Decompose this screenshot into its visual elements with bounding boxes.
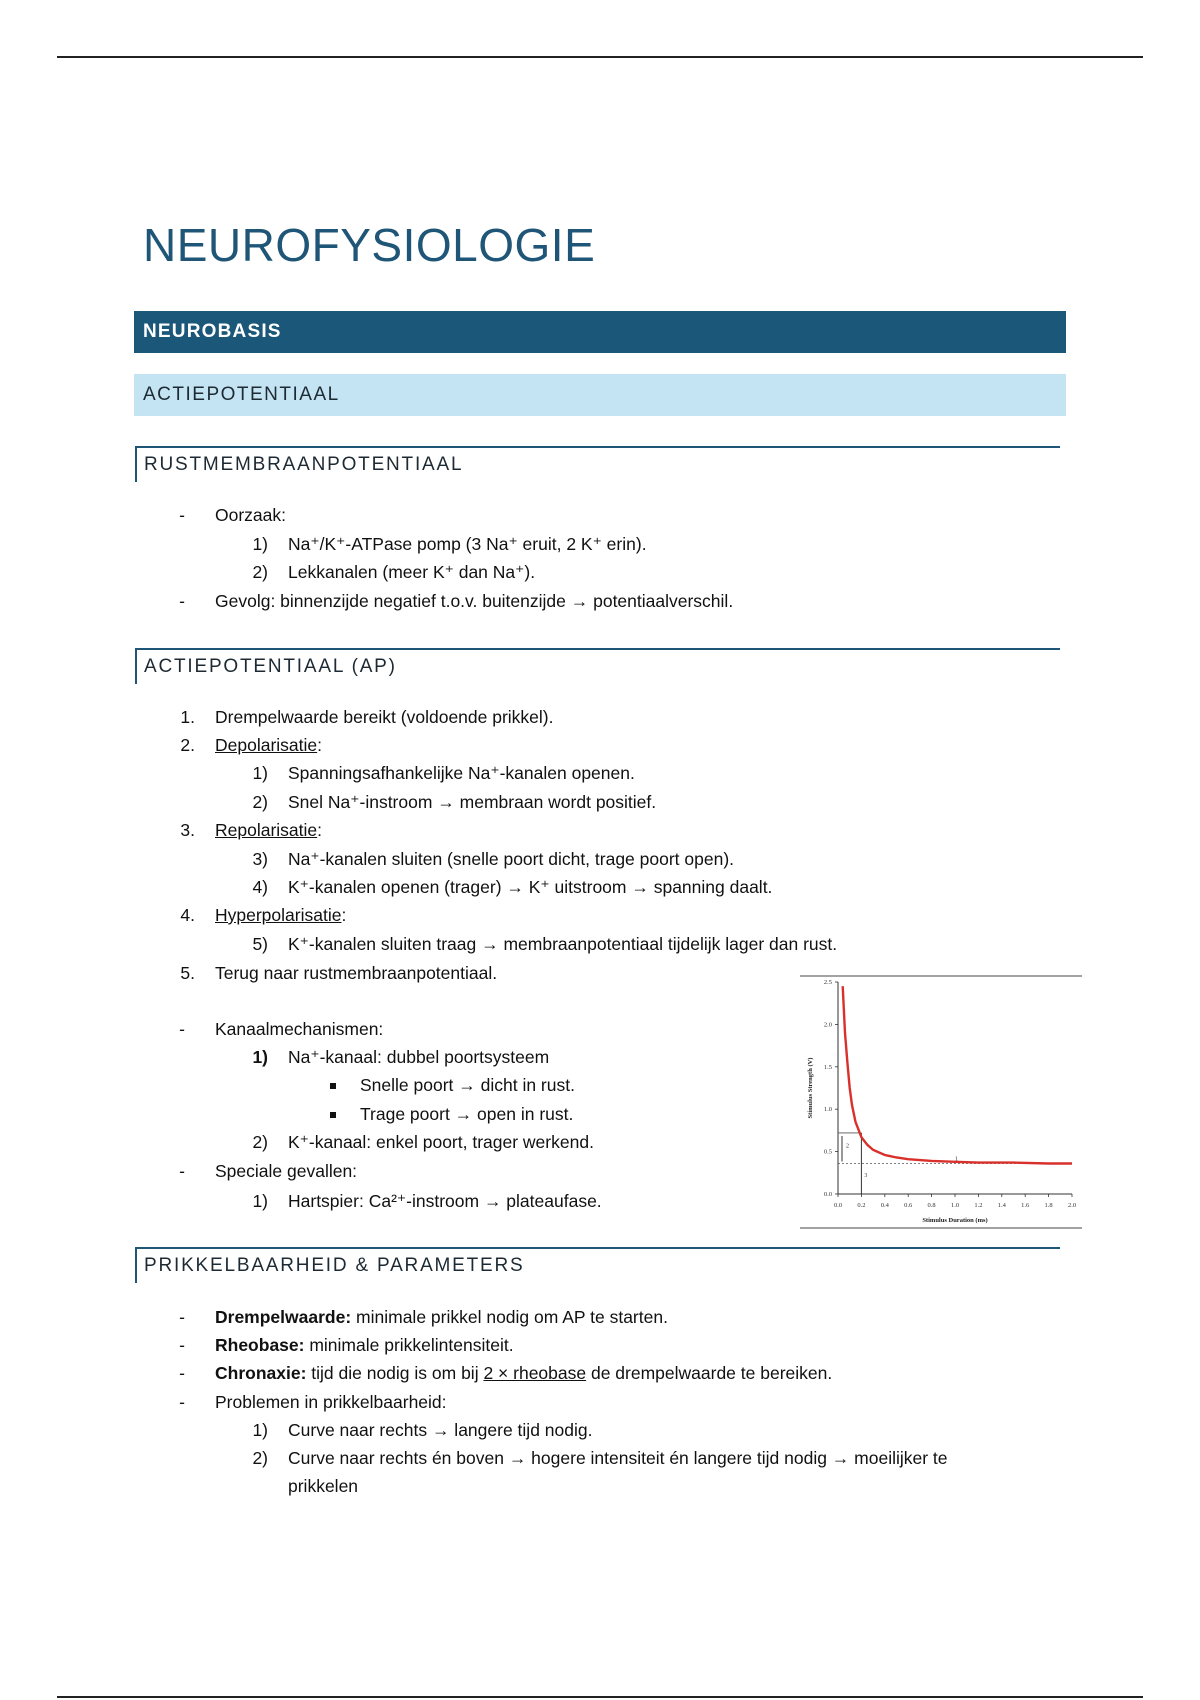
term-hyperpolarisatie: Hyperpolarisatie <box>215 905 342 925</box>
term-na-kanaal: Na⁺-kanaal <box>288 1047 378 1067</box>
list-marker: 1) <box>252 1420 268 1440</box>
chart-series-line <box>843 986 1072 1163</box>
definition: minimale prikkel nodig om AP te starten. <box>351 1307 668 1327</box>
list-text <box>215 819 322 841</box>
definition: tijd die nodig is om bij <box>306 1363 484 1383</box>
list-marker: - <box>179 1363 185 1383</box>
list-marker: 1. <box>180 707 195 727</box>
colon: : <box>317 820 323 840</box>
bottom-rule <box>57 1696 1143 1698</box>
chart-x-tick-label: 1.0 <box>950 1202 960 1209</box>
list-text: Gevolg: binnenzijde negatief t.o.v. buitenzijde → potentiaalverschil. <box>215 591 734 611</box>
list-marker: 1) <box>252 534 268 554</box>
heading-rustmembraanpotentiaal: RUSTMEMBRAANPOTENTIAAL <box>135 446 1060 482</box>
colon: : <box>341 905 347 925</box>
list-text: Trage poort → open in rust. <box>360 1104 574 1124</box>
heading-actiepotentiaal-ap: ACTIEPOTENTIAAL (AP) <box>135 648 1060 684</box>
list-marker: 5) <box>252 934 268 954</box>
chart-annotation: 1 <box>955 1156 958 1163</box>
list-text: Oorzaak: <box>215 505 286 525</box>
underlined-term: 2 × rheobase <box>483 1363 587 1383</box>
chart-y-tick-label: 2.0 <box>823 1021 832 1029</box>
list-text <box>215 734 322 756</box>
list-text: Curve naar rechts → langere tijd nodig. <box>288 1420 593 1440</box>
section-band-neurobasis: NEUROBASIS <box>134 311 1066 353</box>
colon: : <box>317 735 323 755</box>
list-text: Snelle poort → dicht in rust. <box>360 1075 575 1095</box>
chart-x-tick-label: 0.8 <box>927 1202 936 1209</box>
chart-x-tick-label: 0.6 <box>904 1202 913 1209</box>
list-marker: - <box>179 1307 185 1327</box>
list-text: Curve naar rechts én boven → hogere intensiteit én langere tijd nodig → moeilijker te <box>288 1448 948 1468</box>
chart-y-tick-label: 1.0 <box>823 1106 832 1114</box>
bullet-square-icon <box>306 1074 336 1096</box>
list-text <box>215 1334 514 1356</box>
chart-x-tick-label: 0.2 <box>857 1202 866 1209</box>
heading-prikkelbaarheid: PRIKKELBAARHEID & PARAMETERS <box>135 1247 1060 1283</box>
term-rest: : dubbel poortsysteem <box>377 1047 550 1067</box>
list-text: Drempelwaarde bereikt (voldoende prikkel). <box>215 707 554 727</box>
chart-y-tick-label: 0.5 <box>823 1148 832 1156</box>
list-text <box>215 1362 832 1384</box>
section-band-actiepotentiaal: ACTIEPOTENTIAAL <box>134 374 1066 416</box>
bullet-square-icon <box>306 1103 336 1125</box>
chart-x-tick-label: 1.8 <box>1044 1202 1053 1209</box>
list-marker: 1) <box>252 1047 268 1067</box>
list-text <box>215 904 346 926</box>
list-marker: 2) <box>252 1448 268 1468</box>
list-text: Lekkanalen (meer K⁺ dan Na⁺). <box>288 562 536 582</box>
list-marker: - <box>179 1392 185 1412</box>
list-text: K⁺-kanalen sluiten traag → membraanpotentiaal tijdelijk lager dan rust. <box>288 934 838 954</box>
chart-x-tick-label: 0.4 <box>880 1202 889 1209</box>
list-text: Terug naar rustmembraanpotentiaal. <box>215 963 498 983</box>
list-marker: 3. <box>180 820 195 840</box>
list-text: Kanaalmechanismen: <box>215 1019 384 1039</box>
list-text: prikkelen <box>288 1476 359 1496</box>
chart-annotation: 3 <box>864 1173 868 1180</box>
list-marker: 2. <box>180 735 195 755</box>
term-repolarisatie: Repolarisatie <box>215 820 318 840</box>
list-marker: 2) <box>252 562 268 582</box>
chart-y-tick-label: 1.5 <box>823 1063 832 1071</box>
list-marker: 2) <box>252 1132 268 1152</box>
list-text: Spanningsafhankelijke Na⁺-kanalen openen. <box>288 763 635 783</box>
term-depolarisatie: Depolarisatie <box>215 735 318 755</box>
chart-y-tick-label: 2.5 <box>823 979 832 986</box>
list-marker: 4. <box>180 905 195 925</box>
chart-x-tick-label: 0.0 <box>833 1202 843 1209</box>
list-marker: - <box>179 1019 185 1039</box>
term-drempelwaarde: Drempelwaarde: <box>215 1307 352 1327</box>
chart-y-axis-label: Stimulus Strength (V) <box>807 1057 814 1119</box>
list-marker: - <box>179 505 185 525</box>
list-text <box>288 1046 549 1068</box>
list-marker: 4) <box>252 877 268 897</box>
list-marker: 5. <box>180 963 195 983</box>
page-title: NEUROFYSIOLOGIE <box>143 219 596 271</box>
list-marker: - <box>179 591 185 611</box>
chart-x-tick-label: 1.6 <box>1021 1202 1030 1209</box>
top-rule <box>57 56 1143 58</box>
list-marker: - <box>179 1161 185 1181</box>
chart-annotation: 2 <box>846 1143 849 1150</box>
list-marker: 1) <box>252 763 268 783</box>
list-text <box>215 1306 668 1328</box>
list-text: K⁺-kanalen openen (trager) → K⁺ uitstroom → spanning daalt. <box>288 877 773 897</box>
list-text: Na⁺/K⁺-ATPase pomp (3 Na⁺ eruit, 2 K⁺ erin). <box>288 534 647 554</box>
term-rheobase: Rheobase: <box>215 1335 305 1355</box>
list-text: Speciale gevallen: <box>215 1161 358 1181</box>
chart-x-tick-label: 1.4 <box>997 1202 1006 1209</box>
definition: minimale prikkelintensiteit. <box>304 1335 514 1355</box>
chart-x-axis-label: Stimulus Duration (ms) <box>922 1217 988 1224</box>
chart-x-tick-label: 2.0 <box>1067 1202 1077 1209</box>
list-text: Snel Na⁺-instroom → membraan wordt positief. <box>288 792 657 812</box>
definition: de drempelwaarde te bereiken. <box>586 1363 833 1383</box>
strength-duration-chart <box>800 972 1082 1230</box>
list-marker: - <box>179 1335 185 1355</box>
list-marker: 3) <box>252 849 268 869</box>
list-text: Na⁺-kanalen sluiten (snelle poort dicht, trage poort open). <box>288 849 735 869</box>
chart-x-tick-label: 1.2 <box>974 1202 983 1209</box>
list-text: K⁺-kanaal: enkel poort, trager werkend. <box>288 1132 594 1152</box>
list-marker: 2) <box>252 792 268 812</box>
list-marker: 1) <box>252 1191 268 1211</box>
term-chronaxie: Chronaxie: <box>215 1363 307 1383</box>
list-text: Hartspier: Ca²⁺-instroom → plateaufase. <box>288 1191 602 1211</box>
chart-y-tick-label: 0.0 <box>823 1191 832 1198</box>
list-text: Problemen in prikkelbaarheid: <box>215 1392 447 1412</box>
